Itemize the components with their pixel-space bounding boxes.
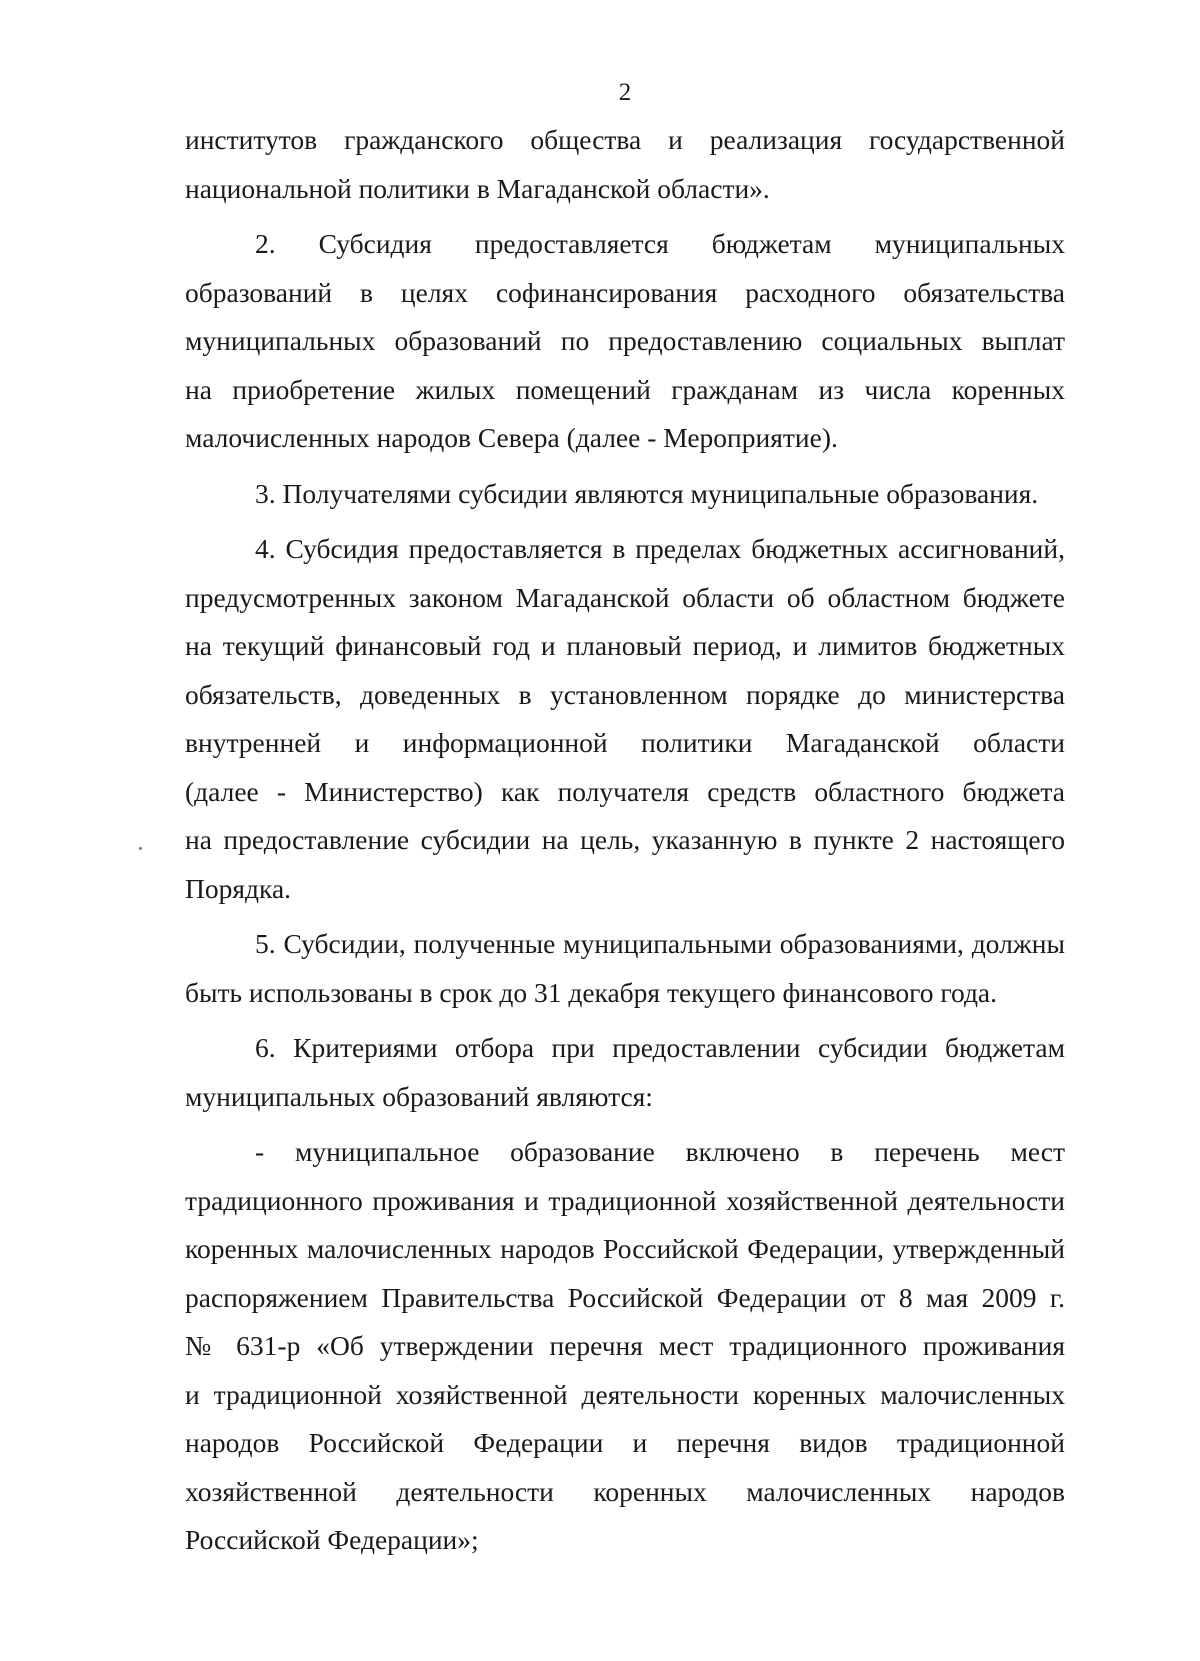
text-line: № 631-р «Об утверждении перечня мест традиционного проживания bbox=[185, 1330, 1065, 1361]
text-line: распоряжением Правительства Российской Федерации от 8 мая 2009 г. bbox=[185, 1281, 1065, 1313]
paragraph bbox=[185, 525, 1065, 913]
paragraph bbox=[185, 220, 1065, 463]
text-line: - муниципальное образование включено в перечень мест bbox=[255, 1136, 1065, 1167]
text-line: муниципальных образований по предоставлению социальных выплат bbox=[185, 325, 1065, 356]
text-line: обязательств, доведенных в установленном порядке до министерства bbox=[185, 678, 1065, 710]
text-line: хозяйственной деятельности коренных малочисленных народов bbox=[185, 1475, 1065, 1507]
text-line: коренных малочисленных народов Российской Федерации, утвержденный bbox=[185, 1233, 1065, 1264]
text-line: образований в целях софинансирования расходного обязательства bbox=[185, 276, 1065, 308]
document-body bbox=[185, 116, 1065, 1565]
text-line: малочисленных народов Севера (далее - Мероприятие). bbox=[185, 422, 838, 453]
text-line: на приобретение жилых помещений гражданам из числа коренных bbox=[185, 373, 1065, 405]
page-number: 2 bbox=[618, 79, 632, 106]
text-line: 6. Критериями отбора при предоставлении субсидии бюджетам bbox=[255, 1032, 1065, 1063]
paragraph bbox=[185, 116, 1065, 213]
text-line: традиционного проживания и традиционной хозяйственной деятельности bbox=[185, 1184, 1065, 1216]
text-line: быть использованы в срок до 31 декабря текущего финансового года. bbox=[185, 976, 998, 1008]
text-line: муниципальных образований являются: bbox=[185, 1080, 653, 1112]
text-line: (далее - Министерство) как получателя средств областного бюджета bbox=[185, 775, 1065, 807]
text-line: 4. Субсидия предоставляется в пределах бюджетных ассигнований, bbox=[255, 533, 1065, 564]
text-line: 5. Субсидии, полученные муниципальными образованиями, должны bbox=[255, 928, 1065, 959]
text-line: на текущий финансовый год и плановый период, и лимитов бюджетных bbox=[185, 630, 1065, 661]
text-line: и традиционной хозяйственной деятельности коренных малочисленных bbox=[185, 1378, 1065, 1410]
text-line: национальной политики в Магаданской области». bbox=[185, 172, 770, 204]
text-line: 2. Субсидия предоставляется бюджетам муниципальных bbox=[255, 228, 1065, 259]
paragraph bbox=[185, 1128, 1065, 1565]
text-line: внутренней и информационной политики Магаданской области bbox=[185, 727, 1065, 758]
text-line: 3. Получателями субсидии являются муниципальные образования. bbox=[255, 477, 1039, 509]
text-line: Российской Федерации»; bbox=[185, 1524, 479, 1555]
text-line: народов Российской Федерации и перечня видов традиционной bbox=[185, 1427, 1065, 1458]
scan-speck bbox=[139, 847, 142, 850]
text-line: Порядка. bbox=[185, 872, 292, 904]
paragraph bbox=[185, 1024, 1065, 1121]
text-line: на предоставление субсидии на цель, указанную в пункте 2 настоящего bbox=[185, 824, 1065, 855]
text-line: институтов гражданского общества и реализация государственной bbox=[185, 124, 1065, 155]
paragraph bbox=[185, 920, 1065, 1017]
text-line: предусмотренных законом Магаданской области об областном бюджете bbox=[185, 581, 1065, 613]
paragraph bbox=[185, 470, 1065, 519]
